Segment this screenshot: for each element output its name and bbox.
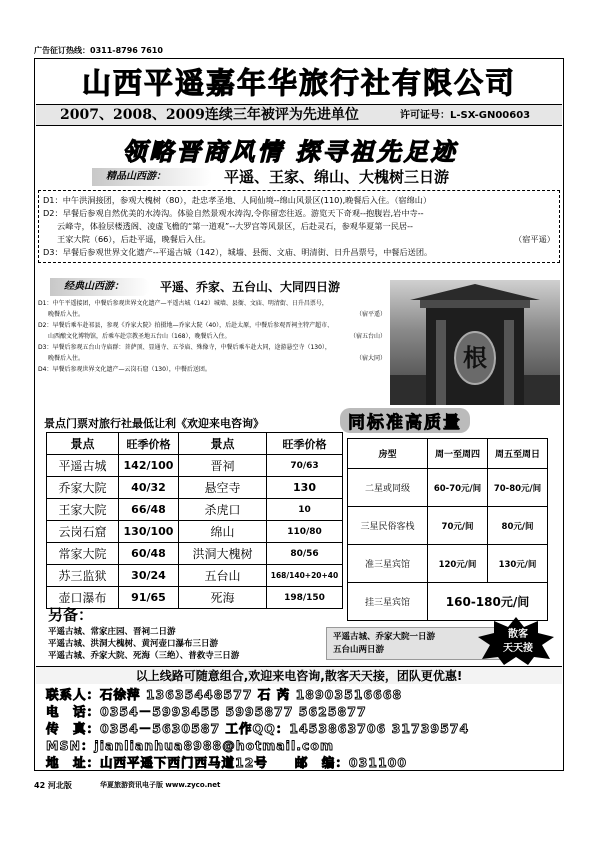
ad-hotline: 广告征订热线：0311-8796 7610	[34, 46, 163, 55]
spot-name: 王家大院	[47, 499, 119, 521]
room-price: 70元/间	[428, 507, 488, 545]
itinerary-line: （宿五台山）	[349, 333, 386, 340]
spot-price: 30/24	[119, 565, 179, 587]
hotel-heading: 同标准高质量	[340, 408, 470, 433]
table-row	[348, 545, 548, 583]
itinerary-line: D2：早餐后乘车赴祁县，参观《乔家大院》拍摄地—乔家大院（40），后赴太原，中餐后参观晋祠主特产超市、	[38, 322, 334, 329]
spot-name: 五台山	[179, 565, 267, 587]
contact-address: 地 址：山西平遥下西门西马道12号 邮 编：031100	[46, 755, 408, 770]
spot-name: 死海	[179, 587, 267, 609]
table-row	[348, 507, 548, 545]
room-price: 70-80元/间	[488, 469, 548, 507]
table-header-row	[348, 439, 548, 469]
itinerary-line: 晚餐后入住。	[48, 355, 85, 362]
photo-sign-text: 根	[463, 343, 487, 372]
route1-itinerary	[38, 190, 560, 263]
spot-price: 80/56	[267, 543, 343, 565]
spot-name: 悬空寺	[179, 477, 267, 499]
itinerary-line: D1：中午平遥接团，中餐后参观世界文化遗产—平遥古城（142）城墙、县衙、文庙、明清街、日升昌票号，	[38, 300, 328, 307]
col-header: 周五至周日	[488, 439, 548, 469]
spot-price: 142/100	[119, 455, 179, 477]
spot-name: 晋祠	[179, 455, 267, 477]
license-number: 许可证号：L-SX-GN00603	[400, 110, 531, 121]
itinerary-line: 王家大院（66），后赴平遥，晚餐后入住。	[57, 234, 211, 244]
spot-price: 70/63	[267, 455, 343, 477]
spot-price: 130	[267, 477, 343, 499]
room-price: 60-70元/间	[428, 469, 488, 507]
award-text: 2007、2008、2009连续三年被评为先进单位	[60, 107, 359, 123]
spot-price: 198/150	[267, 587, 343, 609]
spot-price: 91/65	[119, 587, 179, 609]
spot-name: 苏三监狱	[47, 565, 119, 587]
spot-price: 66/48	[119, 499, 179, 521]
spot-price: 10	[267, 499, 343, 521]
itinerary-line: D1：中午洪洞接团，参观大槐树（80），赴忠孝圣地、人间仙境--绵山风景区(110),晚餐后入住。（宿绵山）	[43, 195, 432, 205]
spot-price: 110/80	[267, 521, 343, 543]
itinerary-line: D4：早餐后参观世界文化遗产—云岗石窟（130），中餐后送团。	[38, 366, 211, 373]
table-row	[47, 543, 343, 565]
itinerary-line: D2：早餐后参观自然优美的水涛沟。体验自然景观水涛沟,令你留恋往返。游览天下奇观--抱腹岩,岩中寺--	[43, 208, 424, 218]
daily-pickup-badge	[476, 615, 556, 665]
spot-name: 常家大院	[47, 543, 119, 565]
oneday-route-line: 平遥古城、乔家大院一日游	[333, 632, 436, 642]
col-header: 旺季价格	[267, 433, 343, 455]
spot-name: 平遥古城	[47, 455, 119, 477]
room-type: 挂三星宾馆	[348, 583, 428, 621]
tickets-table	[46, 432, 343, 609]
itinerary-line: （宿平遥）	[355, 311, 386, 318]
room-price: 130元/间	[488, 545, 548, 583]
room-price: 80元/间	[488, 507, 548, 545]
spot-name: 壶口瀑布	[47, 587, 119, 609]
page-footer-site: 华夏旅游资讯电子版 www.zyco.net	[100, 781, 221, 789]
page-footer-number: 42 河北版	[34, 781, 72, 790]
extra-heading: 另备：	[48, 606, 94, 624]
room-type: 二星或同级	[348, 469, 428, 507]
badge-text: 散客	[508, 629, 528, 640]
table-header-row	[47, 433, 343, 455]
extra-routes	[48, 626, 239, 662]
spot-price: 40/32	[119, 477, 179, 499]
table-row	[348, 469, 548, 507]
itinerary-line: D3：早餐后参观五台山寺庙群：菩萨顶、显通寺、五爷庙、殊像寺，中餐后乘车赴大同，途游悬空寺（130），	[38, 344, 331, 351]
spot-price: 60/48	[119, 543, 179, 565]
route1-title: 平遥、王家、绵山、大槐树三日游	[224, 168, 450, 186]
extra-route-line: 平遥古城、乔家大院、死海（三绝）、普救寺三日游	[48, 651, 240, 661]
contact-fax: 传 真：0354－5630587 工作QQ：1453863706 31739574	[46, 721, 470, 736]
itinerary-line: 山西酿文化博物馆，后乘车赴宗教圣地五台山（168），晚餐后入住。	[48, 333, 231, 340]
route2-banner: 经典山西游：	[50, 278, 150, 296]
spot-price: 130/100	[119, 521, 179, 543]
contact-person: 联系人：石徐萍 13635448577 石 芮 18903516668	[46, 687, 403, 702]
table-row	[47, 521, 343, 543]
col-header: 景点	[179, 433, 267, 455]
spot-name: 乔家大院	[47, 477, 119, 499]
spot-name: 洪洞大槐树	[179, 543, 267, 565]
spot-name: 绵山	[179, 521, 267, 543]
table-row	[47, 455, 343, 477]
courtyard-gate-illustration	[390, 280, 560, 405]
courtyard-photo	[390, 280, 560, 405]
itinerary-line: 云峰寺，体验层楼透阁、凌虚飞檐的“第一道观”--大罗宫等风景区，后赴灵石，参观华夏第一民居--	[57, 221, 413, 231]
contact-msn: MSN：jianlianhua8988@hotmail.com	[46, 738, 334, 753]
itinerary-line: D3：早餐后参观世界文化遗产--平遥古城（142），城墙、县衙、文庙、明清街、日升昌票号，中餐后送团。	[43, 247, 433, 257]
table-row	[47, 477, 343, 499]
hotel-price-table	[347, 438, 548, 621]
company-title: 山西平遥嘉年华旅行社有限公司	[81, 66, 516, 100]
itinerary-line: （宿大同）	[355, 355, 386, 362]
room-price: 160-180元/间	[428, 583, 548, 621]
room-type: 三星民俗客栈	[348, 507, 428, 545]
spot-name: 云岗石窟	[47, 521, 119, 543]
table-row	[47, 565, 343, 587]
slogan: 领略晋商风情 探寻祖先足迹	[122, 137, 458, 166]
route2-title: 平遥、乔家、五台山、大同四日游	[160, 280, 341, 294]
contact-bar: 以上线路可随意组合,欢迎来电咨询,散客天天接，团队更优惠!	[36, 666, 562, 684]
spot-price: 168/140+20+40	[267, 565, 343, 587]
extra-route-line: 平遥古城、洪洞大槐树、黄河壶口瀑布三日游	[48, 639, 219, 649]
table-row	[47, 499, 343, 521]
itinerary-line: 晚餐后入住。	[48, 311, 85, 318]
contact-phone: 电 话：0354－5993455 5995877 5625877	[46, 704, 367, 719]
itinerary-line: （宿平遥）	[514, 234, 555, 244]
oneday-route-line: 五台山两日游	[333, 645, 385, 655]
col-header: 景点	[47, 433, 119, 455]
room-type: 准三星宾馆	[348, 545, 428, 583]
tickets-heading: 景点门票对旅行社最低让利《欢迎来电咨询》	[44, 417, 264, 430]
col-header: 房型	[348, 439, 428, 469]
col-header: 周一至周四	[428, 439, 488, 469]
col-header: 旺季价格	[119, 433, 179, 455]
badge-text: 天天接	[503, 643, 533, 654]
room-price: 120元/间	[428, 545, 488, 583]
route2-itinerary	[38, 298, 386, 375]
route1-banner: 精品山西游：	[92, 168, 212, 186]
extra-route-line: 平遥古城、常家庄园、晋祠二日游	[48, 627, 176, 637]
spot-name: 杀虎口	[179, 499, 267, 521]
